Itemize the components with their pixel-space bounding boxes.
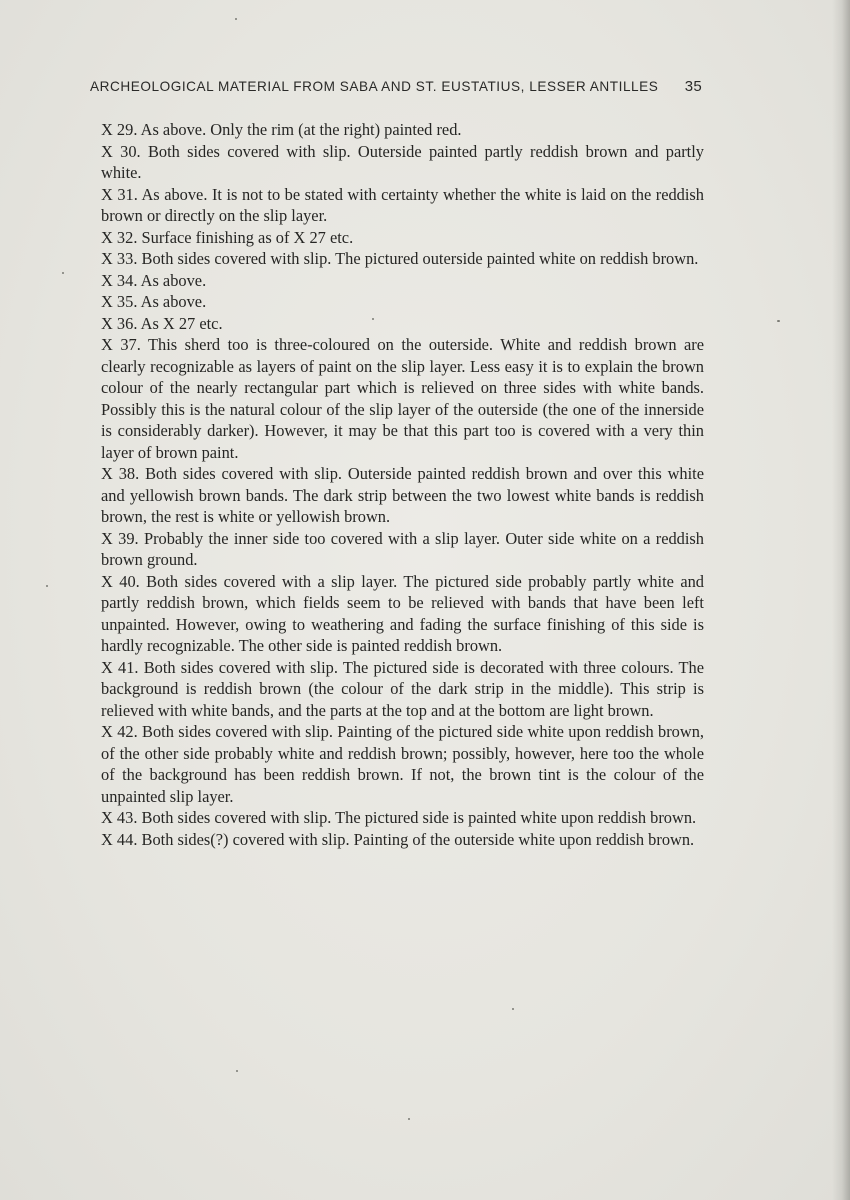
paper-speck — [235, 18, 237, 20]
page-number: 35 — [684, 78, 702, 95]
entry-x30: X 30. Both sides covered with slip. Outerside painted partly reddish brown and partly white. — [101, 141, 704, 182]
entry-x33: X 33. Both sides covered with slip. The pictured outerside painted white on reddish brown. — [101, 249, 699, 268]
entry-x38: X 38. Both sides covered with slip. Outerside painted reddish brown and over this white and yellowish brown bands. The dark strip between the two lowest white bands is reddish brown, the rest is white or yellowish brown. — [101, 464, 704, 526]
binding-shadow — [832, 0, 850, 1200]
entry-x44: X 44. Both sides(?) covered with slip. Painting of the outerside white upon reddish brown. — [101, 829, 695, 849]
entry-x31: X 31. As above. It is not to be stated with certainty whether the white is laid on the reddish brown or directly on the slip layer. — [101, 184, 704, 225]
entry-x42: X 42. Both sides covered with slip. Painting of the pictured side white upon reddish brown, of the other side probably white and reddish brown; possibly, however, here too the whole of the background has been reddish brown. If not, the brown tint is the colour of the unpainted slip layer. — [101, 722, 704, 806]
entry-x39: X 39. Probably the inner side too covered with a slip layer. Outer side white on a reddish brown ground. — [101, 528, 704, 569]
paper-speck — [62, 272, 64, 274]
entry-x40: X 40. Both sides covered with a slip layer. The pictured side probably partly white and partly reddish brown, which fields seem to be relieved with bands that have been left unpainted. However, owing to weathering and fading the surface finishing of this side is hardly recognizable. The other side is painted reddish brown. — [101, 571, 704, 655]
paper-speck — [46, 585, 48, 587]
paper-speck — [512, 1008, 514, 1010]
paper-speck — [408, 1118, 410, 1120]
entry-x43: X 43. Both sides covered with slip. The pictured side is painted white upon reddish brown. — [101, 808, 697, 827]
paper-speck — [236, 1070, 238, 1072]
running-title: ARCHEOLOGICAL MATERIAL FROM SABA AND ST. EUSTATIUS, LESSER ANTILLES — [90, 79, 659, 94]
entry-x36: X 36. As X 27 etc. — [101, 313, 223, 333]
entry-x32: X 32. Surface finishing as of X 27 etc. — [101, 227, 354, 247]
paper-speck — [777, 320, 780, 322]
body-text — [101, 119, 704, 850]
running-head — [90, 78, 702, 102]
entry-x34: X 34. As above. — [101, 270, 207, 290]
entry-x41: X 41. Both sides covered with slip. The pictured side is decorated with three colours. The background is reddish brown (the colour of the dark strip in the middle). This strip is relieved with white bands, and the parts at the top and at the bottom are light brown. — [101, 657, 704, 720]
entry-x29: X 29. As above. Only the rim (at the right) painted red. — [101, 120, 462, 139]
entry-x37: X 37. This sherd too is three-coloured on the outerside. White and reddish brown are clearly recognizable as layers of paint on the slip layer. Less easy it is to explain the brown colour of the nearly rectangular part which is relieved on three sides with white bands. Possibly this is the natural colour of the slip layer of the outerside (the one of the innerside is considerably darker). However, it may be that this part too is covered with a very thin layer of brown paint. — [101, 335, 704, 462]
entry-x35: X 35. As above. — [101, 292, 207, 311]
